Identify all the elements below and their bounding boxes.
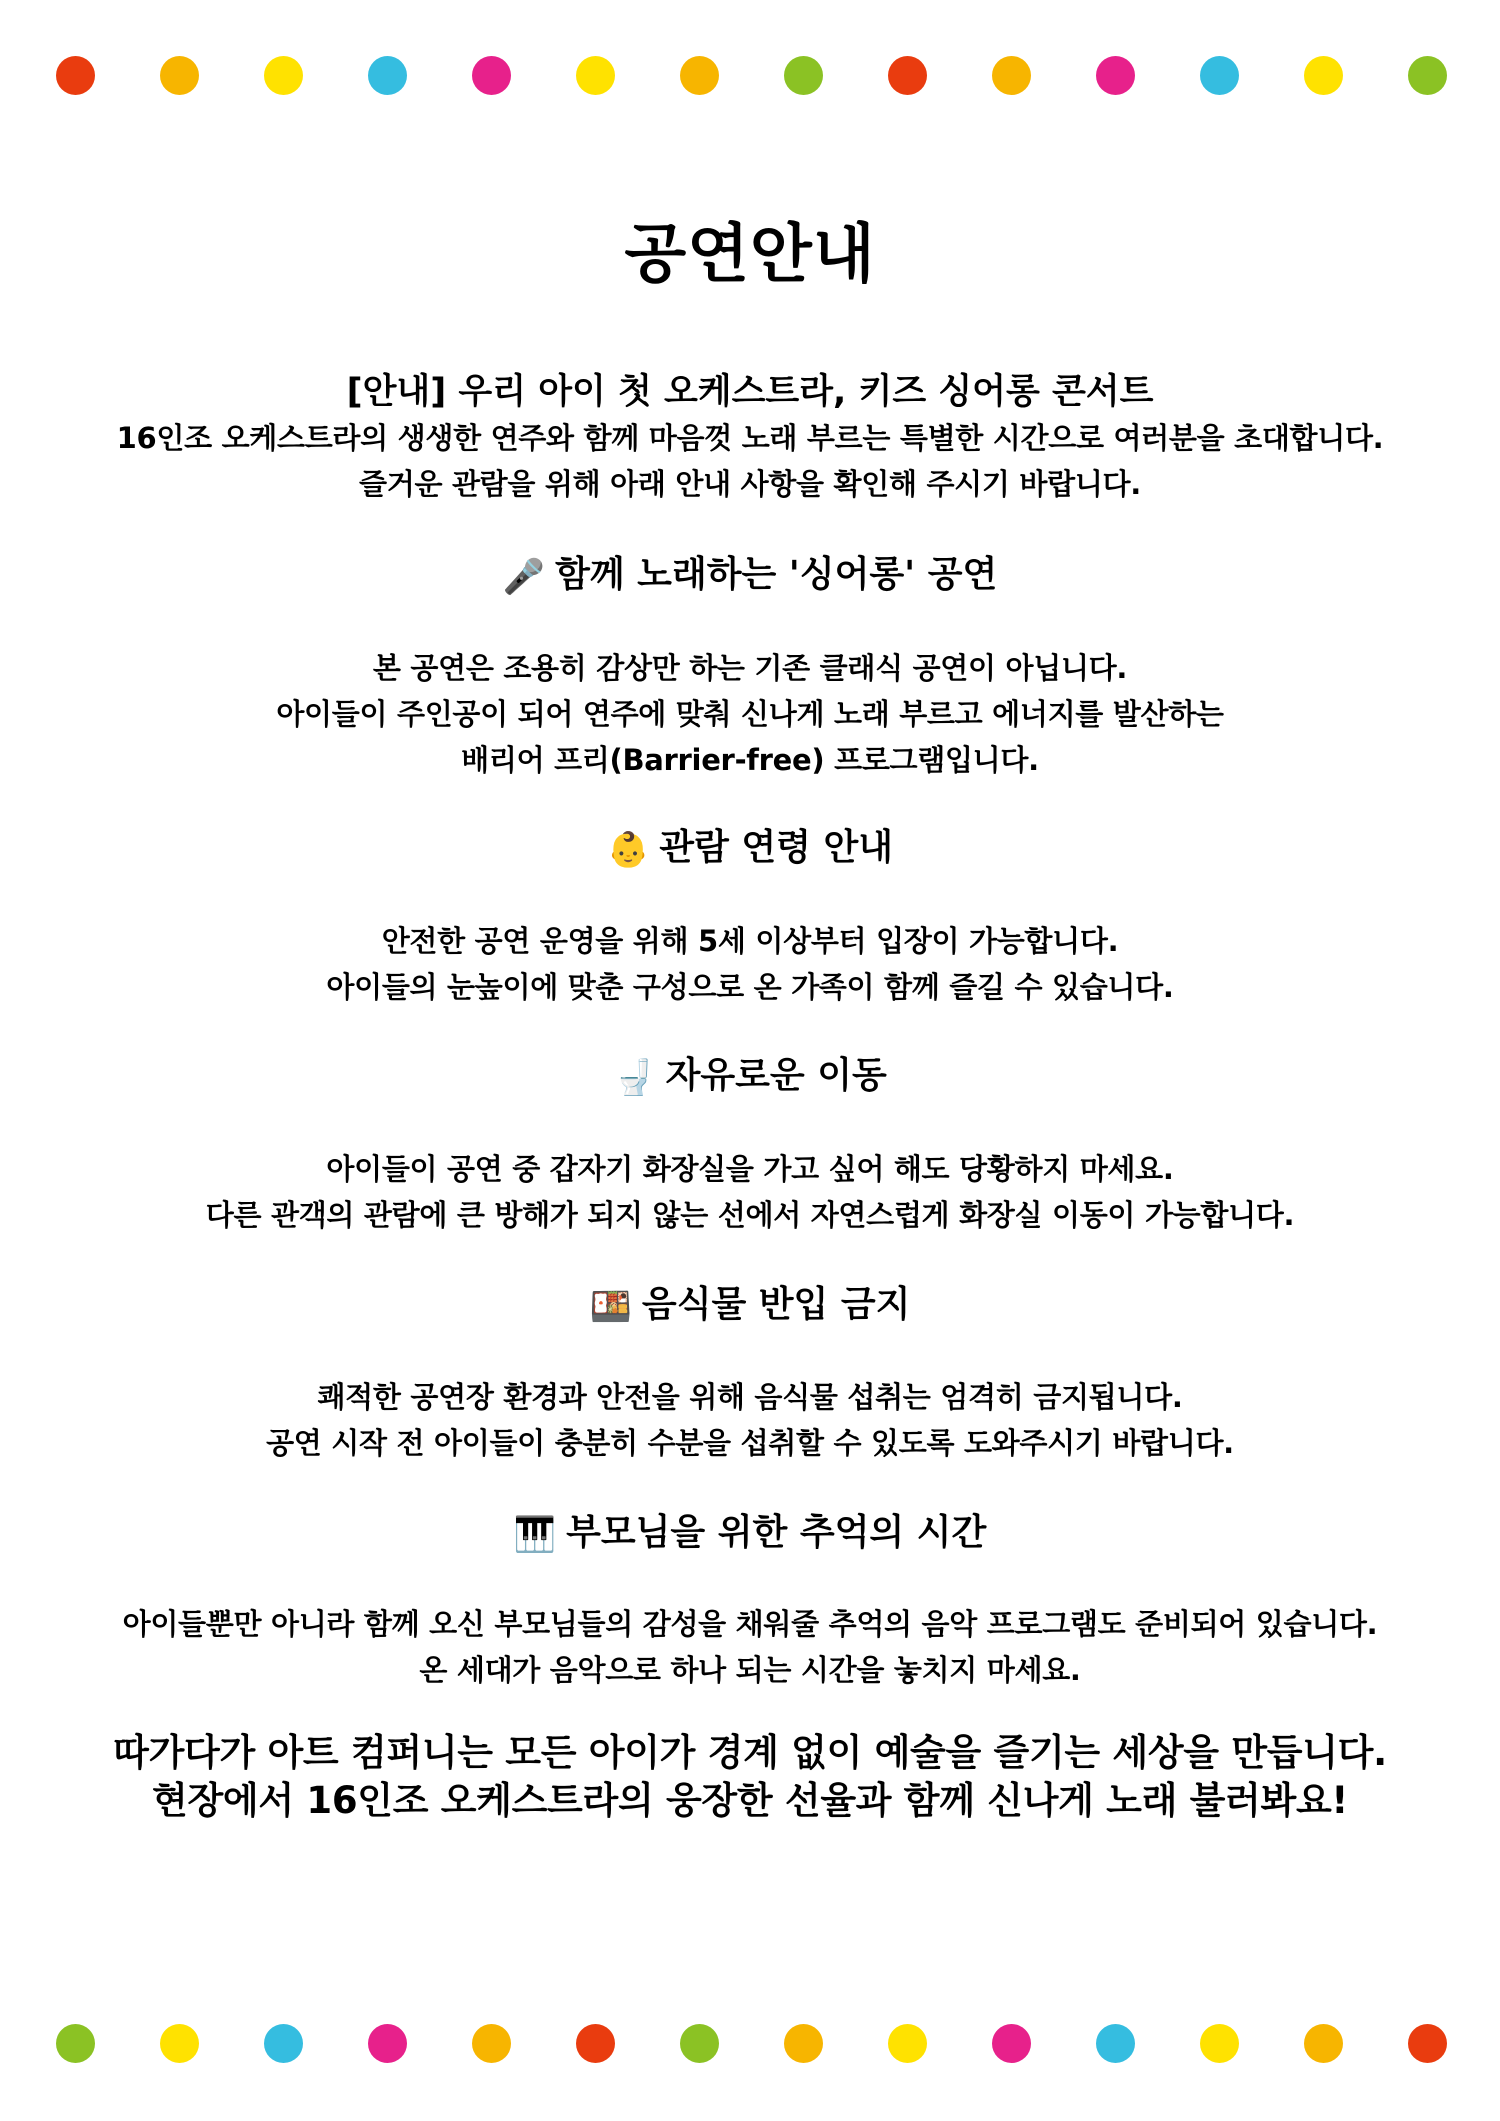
section-heading-parents (0, 1508, 1500, 1560)
section-body-no-food (0, 1374, 1500, 1466)
decor-dot (784, 56, 823, 95)
body-line: 쾌적한 공연장 환경과 안전을 위해 음식물 섭취는 엄격히 금지됩니다. (317, 1380, 1183, 1414)
microphone-icon: 🎤 (502, 557, 546, 597)
body-line: 아이들뿐만 아니라 함께 오신 부모님들의 감성을 채워줄 추억의 음악 프로그램도 준비되어 있습니다. (122, 1607, 1378, 1641)
body-line: 다른 관객의 관람에 큰 방해가 되지 않는 선에서 자연스럽게 화장실 이동이 가능합니다. (205, 1198, 1295, 1232)
intro-line: 즐거운 관람을 위해 아래 안내 사항을 확인해 주시기 바랍니다. (359, 467, 1141, 501)
bottom-dot-border (0, 2024, 1500, 2064)
decor-dot (784, 2024, 823, 2063)
baby-icon: 👶 (606, 830, 650, 870)
body-line: 아이들이 공연 중 갑자기 화장실을 가고 싶어 해도 당황하지 마세요. (326, 1152, 1174, 1186)
section-heading-text: 자유로운 이동 (665, 1055, 887, 1096)
decor-dot (1304, 2024, 1343, 2063)
closing-line: 따가다가 아트 컴퍼니는 모든 아이가 경계 없이 예술을 즐기는 세상을 만듭니다. (113, 1731, 1387, 1774)
decor-dot (1200, 2024, 1239, 2063)
section-heading-movement (0, 1051, 1500, 1103)
decor-dot (1096, 2024, 1135, 2063)
decor-dot (992, 2024, 1031, 2063)
decor-dot (264, 56, 303, 95)
decor-dot (1096, 56, 1135, 95)
section-body-movement (0, 1146, 1500, 1238)
decor-dot (472, 2024, 511, 2063)
decor-dot (160, 56, 199, 95)
section-heading-text: 함께 노래하는 '싱어롱' 공연 (555, 554, 998, 595)
decor-dot (1408, 2024, 1447, 2063)
body-line: 본 공연은 조용히 감상만 하는 기존 클래식 공연이 아닙니다. (372, 651, 1128, 685)
body-line: 배리어 프리(Barrier-free) 프로그램입니다. (461, 743, 1039, 777)
decor-dot (888, 2024, 927, 2063)
decor-dot (576, 56, 615, 95)
bento-box-icon: 🍱 (589, 1287, 632, 1327)
section-heading-text: 관람 연령 안내 (659, 827, 894, 868)
body-line: 아이들의 눈높이에 맞춘 구성으로 온 가족이 함께 즐길 수 있습니다. (326, 970, 1174, 1004)
body-line: 공연 시작 전 아이들이 충분히 수분을 섭취할 수 있도록 도와주시기 바랍니다. (266, 1426, 1234, 1460)
intro-subtitle: [안내] 우리 아이 첫 오케스트라, 키즈 싱어롱 콘서트 (346, 372, 1154, 412)
section-heading-text: 부모님을 위한 추억의 시간 (566, 1512, 987, 1553)
closing-line: 현장에서 16인조 오케스트라의 웅장한 선율과 함께 신나게 노래 불러봐요! (152, 1779, 1348, 1822)
piano-keys-icon: 🎹 (513, 1515, 557, 1555)
top-dot-border (0, 56, 1500, 96)
decor-dot (56, 56, 95, 95)
decor-dot (992, 56, 1031, 95)
decor-dot (264, 2024, 303, 2063)
decor-dot (1304, 56, 1343, 95)
decor-dot (576, 2024, 615, 2063)
section-heading-no-food (0, 1280, 1500, 1332)
section-body-age (0, 918, 1500, 1010)
decor-dot (888, 56, 927, 95)
section-body-singalong (0, 645, 1500, 783)
section-body-parents (0, 1601, 1500, 1693)
section-heading-age (0, 823, 1500, 875)
body-line: 아이들이 주인공이 되어 연주에 맞춰 신나게 노래 부르고 에너지를 발산하는 (276, 697, 1224, 731)
intro-line: 16인조 오케스트라의 생생한 연주와 함께 마음껏 노래 부르는 특별한 시간으로 여러분을 초대합니다. (116, 421, 1384, 455)
decor-dot (472, 56, 511, 95)
page-title: 공연안내 (624, 218, 876, 292)
section-heading-singalong (0, 550, 1500, 602)
toilet-icon: 🚽 (613, 1058, 656, 1098)
decor-dot (56, 2024, 95, 2063)
decor-dot (160, 2024, 199, 2063)
decor-dot (368, 56, 407, 95)
body-line: 안전한 공연 운영을 위해 5세 이상부터 입장이 가능합니다. (381, 924, 1119, 958)
decor-dot (368, 2024, 407, 2063)
closing-message (0, 1729, 1500, 1825)
section-heading-text: 음식물 반입 금지 (641, 1284, 911, 1325)
decor-dot (680, 2024, 719, 2063)
body-line: 온 세대가 음악으로 하나 되는 시간을 놓치지 마세요. (419, 1653, 1081, 1687)
decor-dot (1408, 56, 1447, 95)
decor-dot (1200, 56, 1239, 95)
decor-dot (680, 56, 719, 95)
